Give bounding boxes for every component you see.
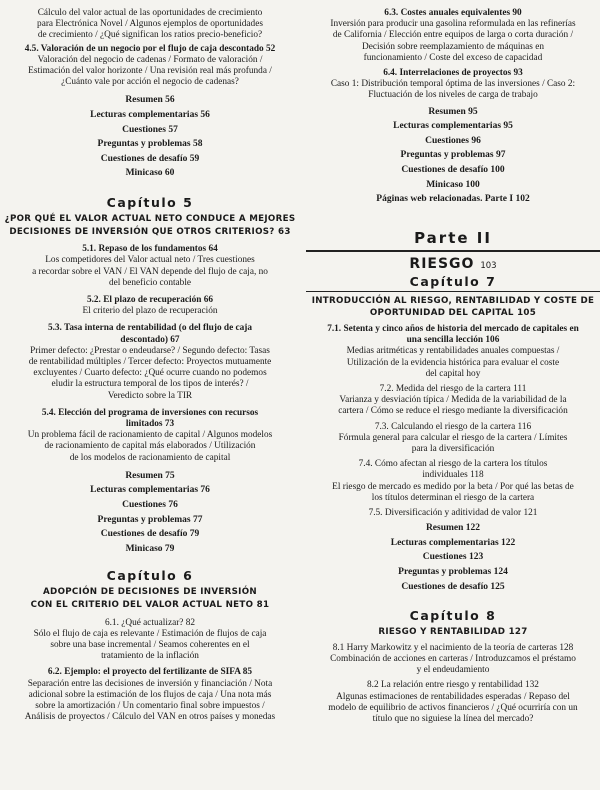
chapter-5-title-line: DECISIONES DE INVERSIÓN QUE OTROS CRITERIOS? 63 xyxy=(9,226,291,237)
chapter-end-item: Cuestiones 96 xyxy=(425,135,481,146)
section-7-4-title: 7.4. Cómo afectan al riesgo de la cartera los títulos xyxy=(358,459,548,470)
toc-line: Primer defecto: ¿Prestar o endeudarse? / Segundo defecto: Tasas xyxy=(30,345,270,356)
section-7-3-title: 7.3. Calculando el riesgo de la cartera 116 xyxy=(374,421,532,432)
toc-line: ¿Cuánto vale por acción el negocio de cadenas? xyxy=(61,77,239,88)
chapter-6-label: Capítulo 6 xyxy=(106,568,194,584)
left-column xyxy=(0,0,300,723)
chapter-end-item: Resumen 75 xyxy=(125,470,175,481)
chapter-end-item: Preguntas y problemas 77 xyxy=(97,514,203,525)
toc-line: funcionamiento / Coste del exceso de capacidad xyxy=(363,52,543,63)
toc-line: adicional sobre la estimación de los flujos de caja / Una nota más xyxy=(28,689,272,700)
toc-line: del beneficio contable xyxy=(108,277,192,288)
toc-line: sobre una base incremental / Seamos coherentes en el xyxy=(50,639,250,650)
toc-line: de rentabilidad múltiples / Tercer defecto: Proyectos mutuamente xyxy=(28,357,272,367)
chapter-end-item: Lecturas complementarias 95 xyxy=(393,121,513,132)
toc-line: El criterio del plazo de recuperación xyxy=(82,306,218,317)
chapter-7-label: Capítulo 7 xyxy=(409,273,497,289)
chapter-5-label: Capítulo 5 xyxy=(106,194,194,210)
toc-line: Estimación del valor horizonte / Una revisión real más profunda / xyxy=(28,66,272,77)
chapter-end-item: Cuestiones de desafío 59 xyxy=(100,153,200,164)
toc-line: Cálculo del valor actual de las oportunidades de crecimiento xyxy=(37,8,263,18)
section-7-1-title: 7.1. Setenta y cinco años de historia del mercado de capitales en xyxy=(327,323,579,334)
toc-line: tratamiento de la inflación xyxy=(101,651,199,662)
toc-line: Medias aritméticas y rentabilidades anuales compuestas / xyxy=(346,346,560,357)
toc-line: Separación entre las decisiones de inversión y financiación / Nota xyxy=(27,678,273,689)
toc-line: cartera / Cómo se reduce el riesgo mediante la diversificación xyxy=(338,406,568,417)
toc-line: de crecimiento / ¿Qué significan los ratios precio-beneficio? xyxy=(37,30,263,41)
chapter-end-item: Cuestiones de desafío 79 xyxy=(100,529,200,540)
chapter-end-item: Lecturas complementarias 56 xyxy=(90,110,210,121)
chapter-end-item: Preguntas y problemas 97 xyxy=(400,150,506,161)
part-divider xyxy=(306,250,600,252)
section-7-4-title: individuales 118 xyxy=(422,470,484,481)
chapter-end-item: Cuestiones 123 xyxy=(422,552,484,563)
toc-line: Decisión sobre reemplazamiento de máquinas en xyxy=(362,41,544,52)
toc-line: Fórmula general para calcular el riesgo de la cartera / Límites xyxy=(338,432,568,443)
section-7-5-title: 7.5. Diversificación y aditividad de valor 121 xyxy=(368,508,538,519)
chapter-end-item: Resumen 122 xyxy=(425,523,481,534)
chapter-end-item: Cuestiones de desafío 125 xyxy=(401,581,505,592)
section-5-1-title: 5.1. Repaso de los fundamentos 64 xyxy=(82,244,218,255)
section-6-1-title: 6.1. ¿Qué actualizar? 82 xyxy=(104,617,196,628)
chapter-8-title: RIESGO Y RENTABILIDAD 127 xyxy=(378,627,528,638)
chapter-6-title-line: CON EL CRITERIO DEL VALOR ACTUAL NETO 81 xyxy=(30,599,270,610)
chapter-7-title-line: OPORTUNIDAD DEL CAPITAL 105 xyxy=(369,308,537,319)
toc-line: y el endeudamiento xyxy=(416,665,490,676)
section-6-3-title: 6.3. Costes anuales equivalentes 90 xyxy=(384,8,522,18)
toc-line: para Electrónica Novel / Algunos ejemplos de oportunidades xyxy=(37,19,263,30)
toc-line: de California / Elección entre equipos de larga o corta duración / xyxy=(332,30,574,41)
toc-line: Fluctuación de los niveles de carga de trabajo xyxy=(368,90,538,101)
toc-line: de los modelos de racionamiento de capital xyxy=(69,452,231,463)
chapter-7-title-line: INTRODUCCIÓN AL RIESGO, RENTABILIDAD Y COSTE DE xyxy=(311,295,595,306)
toc-line: eludir la estructura temporal de los tipos de interés? / xyxy=(51,379,249,390)
toc-line: para la diversificación xyxy=(411,444,495,454)
toc-line: Combinación de acciones en carteras / Introduzcamos el préstamo xyxy=(330,653,576,664)
section-8-2-title: 8.2 La relación entre riesgo y rentabilidad 132 xyxy=(367,680,539,691)
section-7-2-title: 7.2. Medida del riesgo de la cartera 111 xyxy=(379,383,527,394)
toc-line: los títulos determinan el riesgo de la cartera xyxy=(371,492,535,503)
toc-line: Valoración del negocio de cadenas / Formato de valoración / xyxy=(37,54,263,65)
toc-line: modelo de equilibrio de activos financieros / ¿Qué ocurriría con un xyxy=(328,702,578,713)
toc-line: de racionamiento de capital más elaborados / Utilización xyxy=(44,441,256,452)
part-2-title-text: RIESGO xyxy=(409,255,475,272)
chapter-divider xyxy=(306,291,600,292)
chapter-end-item: Lecturas complementarias 76 xyxy=(90,485,210,496)
chapter-end-item: Preguntas y problemas 124 xyxy=(398,567,508,577)
toc-line: Utilización de la evidencia histórica para evaluar el coste xyxy=(346,357,560,368)
right-column xyxy=(306,0,600,725)
chapter-end-item: Resumen 56 xyxy=(125,95,175,106)
section-5-3-title: descontado) 67 xyxy=(120,334,180,345)
section-8-1-title: 8.1 Harry Markowitz y el nacimiento de la teoría de carteras 128 xyxy=(332,642,574,653)
chapter-end-item: Minicaso 79 xyxy=(125,543,175,554)
toc-line: sobre la amortización / Un comentario final sobre impuestos / xyxy=(35,701,265,711)
section-5-3-title: 5.3. Tasa interna de rentabilidad (o del flujo de caja xyxy=(47,323,253,334)
toc-line: Análisis de proyectos / Cálculo del VAN en otros países y monedas xyxy=(24,712,276,723)
section-5-2-title: 5.2. El plazo de recuperación 66 xyxy=(86,294,214,305)
toc-line: Sólo el flujo de caja es relevante / Estimación de flujos de caja xyxy=(33,628,267,639)
chapter-end-item: Lecturas complementarias 122 xyxy=(390,537,516,548)
toc-line: título que no siguiese la línea del mercado? xyxy=(372,714,534,724)
chapter-end-item: Cuestiones de desafío 100 xyxy=(401,165,505,175)
toc-line: Los competidores del Valor actual neto / Tres cuestiones xyxy=(45,255,255,266)
section-5-4-title: limitados 73 xyxy=(125,419,175,430)
chapter-end-item: Cuestiones 57 xyxy=(122,124,178,135)
part-2-label: Parte II xyxy=(414,228,492,247)
toc-line: Veredicto sobre la TIR xyxy=(107,390,193,401)
toc-line: Algunas estimaciones de rentabilidades esperadas / Repaso del xyxy=(336,691,570,702)
toc-line: Varianza y desviación típica / Medida de la variabilidad de la xyxy=(339,395,567,406)
toc-line: Un problema fácil de racionamiento de capital / Algunos modelos xyxy=(27,430,273,441)
toc-line: excluyentes / Cuarto defecto: ¿Qué ocurre cuando no podemos xyxy=(33,368,267,379)
section-4-5-title: 4.5. Valoración de un negocio por el flujo de caja descontado 52 xyxy=(24,43,276,54)
section-6-2-title: 6.2. Ejemplo: el proyecto del fertilizante de SIFA 85 xyxy=(47,667,253,678)
part-2-page: 103 xyxy=(480,260,497,271)
toc-line: Caso 1: Distribución temporal óptima de las inversiones / Caso 2: xyxy=(330,79,576,90)
toc-line: Inversión para producir una gasolina reformulada en las refinerías xyxy=(330,19,576,30)
toc-line: a recordar sobre el VAN / El VAN depende del flujo de caja, no xyxy=(32,266,268,277)
part-2-title xyxy=(306,256,600,272)
section-5-4-title: 5.4. Elección del programa de inversiones con recursos xyxy=(41,407,259,418)
section-6-4-title: 6.4. Interrelaciones de proyectos 93 xyxy=(383,68,523,79)
chapter-6-title-line: ADOPCIÓN DE DECISIONES DE INVERSIÓN xyxy=(43,587,257,598)
chapter-end-item: Minicaso 60 xyxy=(125,168,175,179)
chapter-end-item: Resumen 95 xyxy=(428,106,478,117)
chapter-8-label: Capítulo 8 xyxy=(409,608,497,624)
chapter-end-item: Cuestiones 76 xyxy=(122,500,178,511)
toc-line: del capital hoy xyxy=(425,368,481,379)
toc-line: El riesgo de mercado es medido por la beta / Por qué las betas de xyxy=(332,481,574,492)
chapter-end-item: Páginas web relacionadas. Parte I 102 xyxy=(376,194,530,205)
chapter-end-item: Minicaso 100 xyxy=(426,179,480,190)
chapter-end-item: Preguntas y problemas 58 xyxy=(97,139,203,150)
section-7-1-title: una sencilla lección 106 xyxy=(406,335,500,346)
chapter-5-title-line: ¿POR QUÉ EL VALOR ACTUAL NETO CONDUCE A MEJORES xyxy=(4,213,296,224)
